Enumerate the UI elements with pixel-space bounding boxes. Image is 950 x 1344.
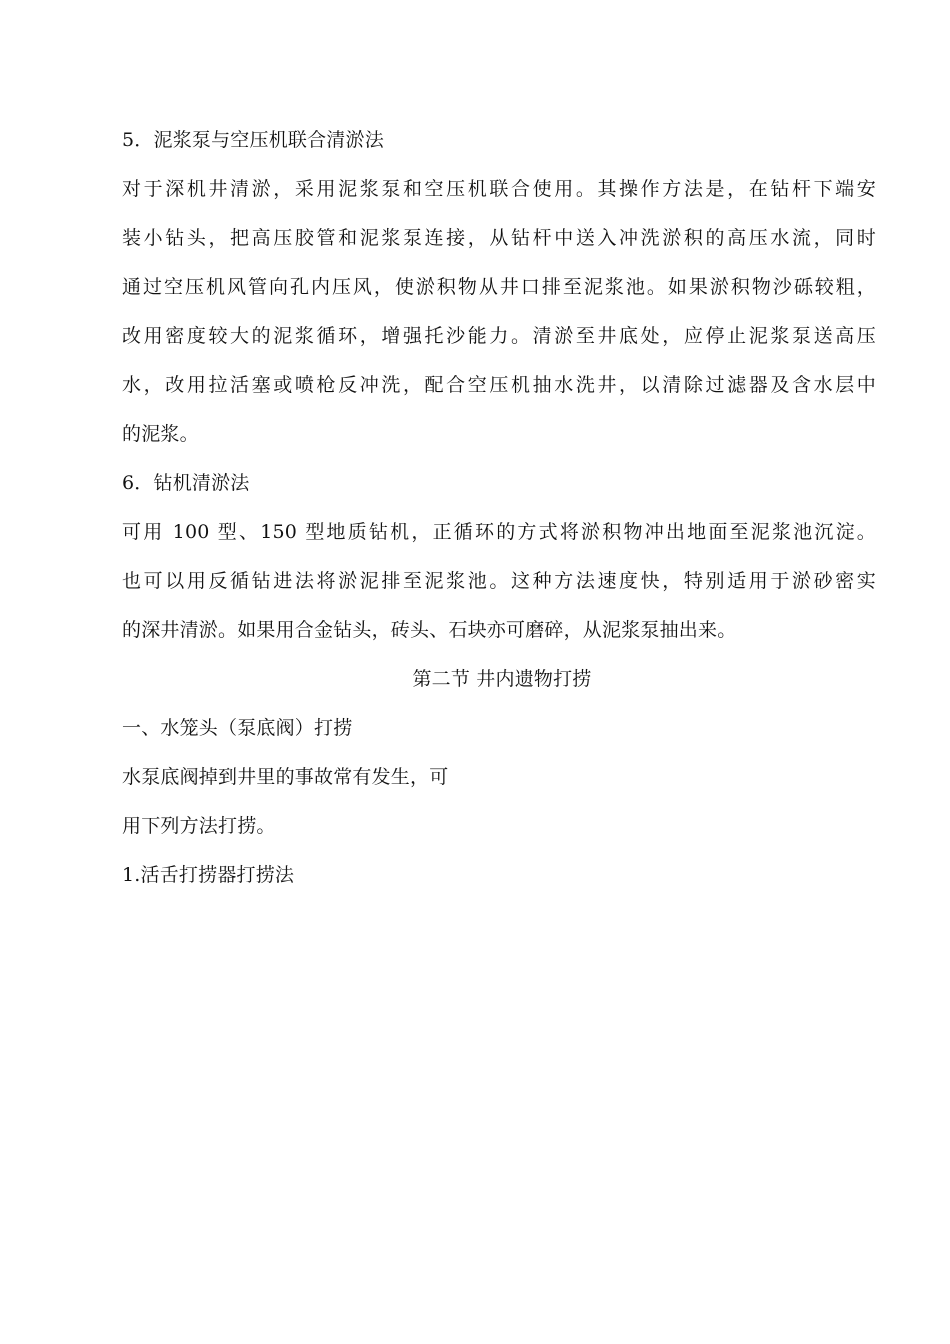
paragraph-intro — [122, 753, 876, 851]
paragraph-method-6 — [122, 508, 876, 655]
paragraph-line: 水，改用拉活塞或喷枪反冲洗，配合空压机抽水洗井，以清除过滤器及含水层中 — [122, 374, 876, 396]
heading-method-5: 5．泥浆泵与空压机联合清淤法 — [122, 129, 384, 151]
paragraph-line: 改用密度较大的泥浆循环，增强托沙能力。清淤至井底处，应停止泥浆泵送高压 — [122, 325, 876, 347]
paragraph-method-5 — [122, 165, 876, 459]
subsection-heading: 一、水笼头（泵底阀）打捞 — [122, 717, 353, 739]
paragraph-line: 水泵底阀掉到井里的事故常有发生，可 — [122, 766, 449, 788]
list-item-heading: 1.活舌打捞器打捞法 — [122, 864, 295, 886]
paragraph-line: 也可以用反循钻进法将淤泥排至泥浆池。这种方法速度快，特别适用于淤砂密实 — [122, 570, 876, 592]
paragraph-line: 用下列方法打捞。 — [122, 815, 276, 837]
paragraph-line: 的深井清淤。如果用合金钻头，砖头、石块亦可磨碎，从泥浆泵抽出来。 — [122, 619, 737, 641]
section-title: 第二节 井内遗物打捞 — [412, 668, 592, 690]
paragraph-line: 的泥浆。 — [122, 423, 199, 445]
paragraph-line: 可用 100 型、150 型地质钻机，正循环的方式将淤积物冲出地面至泥浆池沉淀。 — [122, 521, 876, 543]
heading-method-6: 6．钻机清淤法 — [122, 472, 250, 494]
paragraph-line: 通过空压机风管向孔内压风，使淤积物从井口排至泥浆池。如果淤积物沙砾较粗， — [122, 276, 876, 298]
paragraph-line: 装小钻头，把高压胶管和泥浆泵连接，从钻杆中送入冲洗淤积的高压水流，同时 — [122, 227, 876, 249]
document-body — [122, 116, 876, 900]
paragraph-line: 对于深机井清淤，采用泥浆泵和空压机联合使用。其操作方法是，在钻杆下端安 — [122, 178, 876, 200]
